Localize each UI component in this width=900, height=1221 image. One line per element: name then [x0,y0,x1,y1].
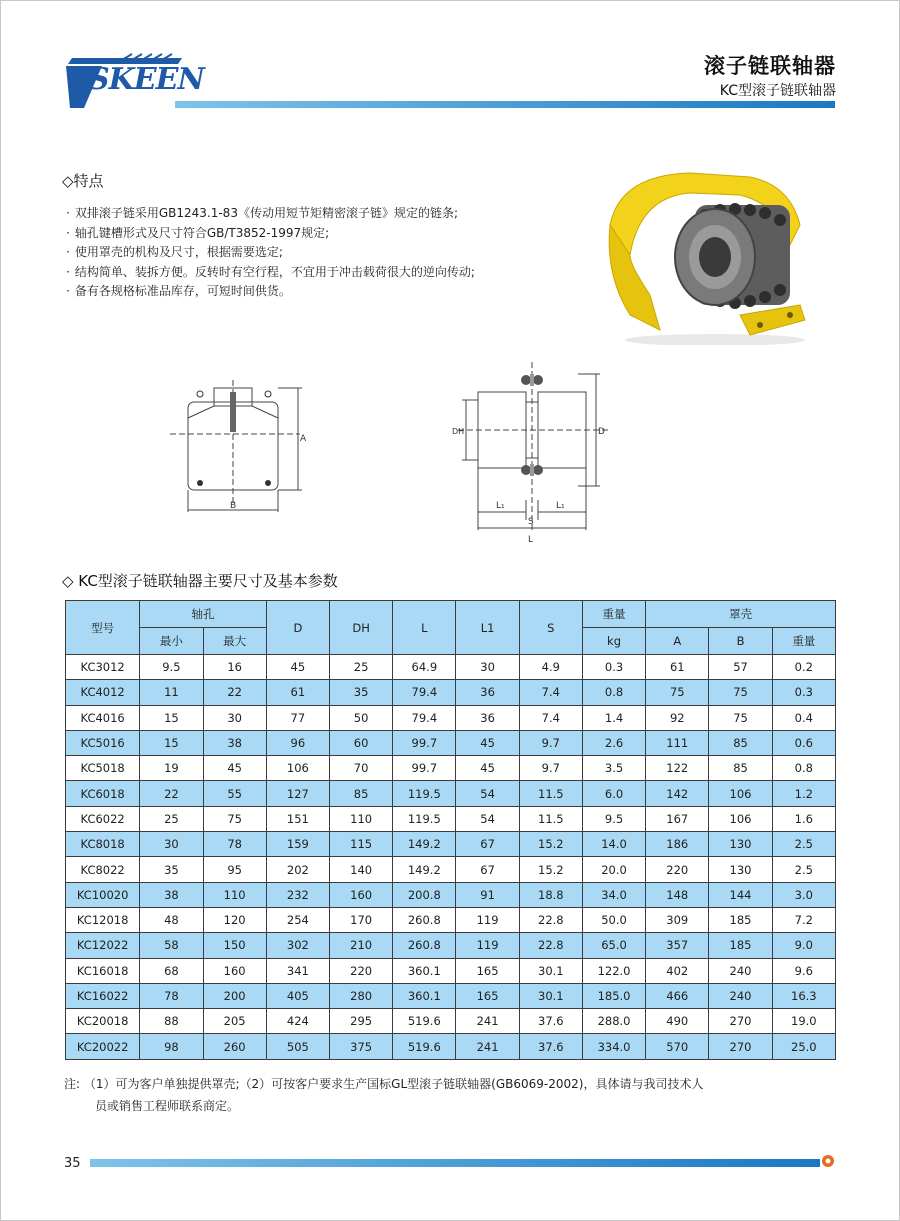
table-cell: 9.7 [519,756,582,781]
table-cell: 240 [709,983,772,1008]
table-cell: 341 [266,958,329,983]
table-cell: KC6018 [66,781,140,806]
header-bore-min: 最小 [140,628,203,655]
table-cell: 15.2 [519,832,582,857]
header-cover-weight: 重量 [772,628,835,655]
table-cell: 140 [329,857,392,882]
table-cell: 106 [266,756,329,781]
table-row [66,832,836,857]
table-cell: 11.5 [519,781,582,806]
table-cell: 37.6 [519,1034,582,1059]
table-cell: 142 [646,781,709,806]
table-cell: 130 [709,832,772,857]
table-cell: KC12018 [66,907,140,932]
table-cell: 78 [203,832,266,857]
table-cell: 30.1 [519,983,582,1008]
table-cell: 96 [266,730,329,755]
table-row [66,756,836,781]
table-cell: 210 [329,933,392,958]
table-cell: 357 [646,933,709,958]
table-cell: 2.5 [772,832,835,857]
table-cell: 64.9 [393,655,456,680]
table-cell: 519.6 [393,1034,456,1059]
dim-a-label: A [300,434,307,444]
table-cell: 148 [646,882,709,907]
table-cell: 0.2 [772,655,835,680]
table-cell: 144 [709,882,772,907]
table-cell: 15 [140,705,203,730]
table-cell: 11 [140,680,203,705]
table-cell: 36 [456,680,519,705]
table-cell: 186 [646,832,709,857]
table-cell: 170 [329,907,392,932]
table-cell: 106 [709,781,772,806]
table-cell: 360.1 [393,958,456,983]
table-cell: 0.8 [772,756,835,781]
table-cell: 68 [140,958,203,983]
coupling-diagram [448,360,618,550]
table-row [66,1009,836,1034]
table-cell: 334.0 [582,1034,645,1059]
table-cell: 9.7 [519,730,582,755]
table-cell: KC4016 [66,705,140,730]
table-cell: 18.8 [519,882,582,907]
feature-item: · 备有各规格标准品库存，可短时间供货。 [66,282,475,302]
table-row [66,882,836,907]
page-title: 滚子链联轴器 [704,54,836,78]
table-cell: 79.4 [393,705,456,730]
table-cell: 151 [266,806,329,831]
table-cell: 241 [456,1009,519,1034]
table-cell: 45 [203,756,266,781]
table-cell: 30 [140,832,203,857]
note-line-1: 注: （1）可为客户单独提供罩壳;（2）可按客户要求生产国标GL型滚子链联轴器(GB6069-2002)，具体请与我司技术人 [64,1077,704,1091]
table-cell: 85 [709,756,772,781]
table-cell: 159 [266,832,329,857]
table-cell: 3.0 [772,882,835,907]
table-cell: 22.8 [519,907,582,932]
table-cell: 260 [203,1034,266,1059]
table-cell: KC16022 [66,983,140,1008]
table-cell: 424 [266,1009,329,1034]
table-cell: 99.7 [393,730,456,755]
table-heading: ◇ KC型滚子链联轴器主要尺寸及基本参数 [62,572,338,590]
table-cell: 165 [456,958,519,983]
table-row [66,730,836,755]
table-cell: 19 [140,756,203,781]
table-cell: 288.0 [582,1009,645,1034]
table-cell: KC3012 [66,655,140,680]
table-cell: 119.5 [393,806,456,831]
table-cell: 16 [203,655,266,680]
table-cell: 48 [140,907,203,932]
table-cell: 45 [456,730,519,755]
table-cell: 20.0 [582,857,645,882]
table-cell: 160 [203,958,266,983]
header-bore: 轴孔 [140,601,266,628]
table-cell: 99.7 [393,756,456,781]
header-cover-b: B [709,628,772,655]
table-cell: 7.4 [519,705,582,730]
table-cell: 202 [266,857,329,882]
table-cell: 260.8 [393,907,456,932]
table-cell: 75 [709,680,772,705]
features-heading: ◇特点 [62,172,104,190]
table-cell: 37.6 [519,1009,582,1034]
table-cell: 505 [266,1034,329,1059]
dim-l1-right-label: L₁ [556,501,565,511]
table-cell: 61 [266,680,329,705]
table-cell: 1.6 [772,806,835,831]
table-row [66,680,836,705]
table-cell: 61 [646,655,709,680]
table-cell: 95 [203,857,266,882]
table-cell: 241 [456,1034,519,1059]
header-cover: 罩壳 [646,601,836,628]
header-l: L [393,601,456,655]
table-cell: 165 [456,983,519,1008]
table-cell: 30 [456,655,519,680]
table-cell: 402 [646,958,709,983]
cover-diagram [150,378,320,518]
table-cell: 295 [329,1009,392,1034]
table-cell: 0.6 [772,730,835,755]
table-cell: 360.1 [393,983,456,1008]
table-cell: 6.0 [582,781,645,806]
feature-item: · 结构简单、装拆方便。反转时有空行程，不宜用于冲击载荷很大的逆向传动; [66,263,475,283]
table-cell: 0.3 [772,680,835,705]
table-cell: 38 [203,730,266,755]
table-row [66,1034,836,1059]
table-cell: 54 [456,806,519,831]
header-weight: 重量 [582,601,645,628]
table-cell: 35 [140,857,203,882]
table-cell: 2.6 [582,730,645,755]
table-cell: 30.1 [519,958,582,983]
table-cell: 11.5 [519,806,582,831]
table-cell: 65.0 [582,933,645,958]
table-cell: 75 [203,806,266,831]
coupling-photo-icon [600,165,820,345]
table-cell: 85 [329,781,392,806]
table-cell: 19.0 [772,1009,835,1034]
header-model: 型号 [66,601,140,655]
header-d: D [266,601,329,655]
table-cell: 88 [140,1009,203,1034]
table-cell: 220 [646,857,709,882]
table-cell: 14.0 [582,832,645,857]
table-row [66,983,836,1008]
features-list [66,204,475,302]
table-cell: KC8022 [66,857,140,882]
table-cell: 16.3 [772,983,835,1008]
table-cell: 0.3 [582,655,645,680]
table-cell: 36 [456,705,519,730]
feature-item: · 轴孔键槽形式及尺寸符合GB/T3852-1997规定; [66,224,475,244]
table-cell: 405 [266,983,329,1008]
table-cell: 200 [203,983,266,1008]
table-cell: 260.8 [393,933,456,958]
table-cell: 110 [203,882,266,907]
table-cell: 200.8 [393,882,456,907]
table-cell: 9.6 [772,958,835,983]
table-cell: 122.0 [582,958,645,983]
table-cell: 280 [329,983,392,1008]
table-cell: 120 [203,907,266,932]
table-cell: 309 [646,907,709,932]
table-cell: 70 [329,756,392,781]
dim-s-label: S [528,517,534,527]
header-cover-a: A [646,628,709,655]
dim-l-label: L [528,535,534,545]
header-bar [175,101,835,108]
table-cell: KC8018 [66,832,140,857]
table-cell: 98 [140,1034,203,1059]
table-cell: 205 [203,1009,266,1034]
table-cell: 220 [329,958,392,983]
table-cell: KC16018 [66,958,140,983]
table-cell: 2.5 [772,857,835,882]
table-cell: 50.0 [582,907,645,932]
table-cell: 54 [456,781,519,806]
table-cell: 15.2 [519,857,582,882]
dim-dh-label: DH [452,427,465,436]
table-cell: 0.8 [582,680,645,705]
feature-item: · 使用罩壳的机构及尺寸，根据需要选定; [66,243,475,263]
table-cell: 91 [456,882,519,907]
table-cell: 7.4 [519,680,582,705]
table-cell: 150 [203,933,266,958]
table-row [66,655,836,680]
table-row [66,781,836,806]
table-cell: 185.0 [582,983,645,1008]
table-cell: 38 [140,882,203,907]
table-cell: 232 [266,882,329,907]
spec-table-body [66,655,836,1060]
table-cell: 22 [203,680,266,705]
table-cell: 22.8 [519,933,582,958]
table-cell: 60 [329,730,392,755]
table-cell: 254 [266,907,329,932]
table-cell: 45 [456,756,519,781]
table-cell: 75 [709,705,772,730]
page-subtitle: KC型滚子链联轴器 [719,83,836,99]
spec-table [65,600,836,1060]
table-cell: KC10020 [66,882,140,907]
table-cell: 55 [203,781,266,806]
table-cell: 106 [709,806,772,831]
table-cell: 185 [709,907,772,932]
table-cell: 185 [709,933,772,958]
table-cell: 25 [329,655,392,680]
table-cell: 30 [203,705,266,730]
table-cell: 7.2 [772,907,835,932]
dim-d-label: D [598,427,605,437]
table-cell: 111 [646,730,709,755]
table-cell: 75 [646,680,709,705]
table-row [66,806,836,831]
table-row [66,705,836,730]
table-cell: 50 [329,705,392,730]
table-cell: 119.5 [393,781,456,806]
note-line-2: 员或销售工程师联系商定。 [95,1099,240,1113]
table-cell: 15 [140,730,203,755]
table-cell: 67 [456,857,519,882]
brand-logo-text: SKEEN [88,62,204,97]
table-cell: 119 [456,933,519,958]
table-row [66,907,836,932]
table-cell: 119 [456,907,519,932]
feature-item: · 双排滚子链采用GB1243.1-83《传动用短节矩精密滚子链》规定的链条; [66,204,475,224]
table-cell: 122 [646,756,709,781]
table-cell: 67 [456,832,519,857]
table-cell: 9.5 [582,806,645,831]
table-cell: 35 [329,680,392,705]
table-cell: KC5018 [66,756,140,781]
table-cell: 1.2 [772,781,835,806]
table-cell: 519.6 [393,1009,456,1034]
table-cell: 570 [646,1034,709,1059]
table-cell: KC20018 [66,1009,140,1034]
table-cell: 127 [266,781,329,806]
page-number: 35 [64,1156,81,1171]
table-cell: 302 [266,933,329,958]
table-cell: 25 [140,806,203,831]
table-cell: 167 [646,806,709,831]
table-cell: 0.4 [772,705,835,730]
table-cell: 130 [709,857,772,882]
header-l1: L1 [456,601,519,655]
dim-b-label: B [230,501,237,511]
table-cell: KC4012 [66,680,140,705]
table-cell: KC20022 [66,1034,140,1059]
table-cell: 58 [140,933,203,958]
header-dh: DH [329,601,392,655]
table-cell: 25.0 [772,1034,835,1059]
table-cell: 77 [266,705,329,730]
table-row [66,958,836,983]
footer-bar [90,1159,820,1167]
table-row [66,933,836,958]
table-cell: 270 [709,1009,772,1034]
table-cell: 45 [266,655,329,680]
dim-l1-left-label: L₁ [496,501,505,511]
header-bore-max: 最大 [203,628,266,655]
table-cell: 490 [646,1009,709,1034]
table-cell: 9.5 [140,655,203,680]
table-cell: 1.4 [582,705,645,730]
table-cell: 149.2 [393,832,456,857]
table-cell: 466 [646,983,709,1008]
table-cell: 78 [140,983,203,1008]
table-cell: 3.5 [582,756,645,781]
table-cell: 270 [709,1034,772,1059]
table-cell: 57 [709,655,772,680]
header-weight-unit: kg [582,628,645,655]
table-cell: 34.0 [582,882,645,907]
gear-icon [821,1154,835,1168]
table-cell: 92 [646,705,709,730]
header-s: S [519,601,582,655]
table-cell: 160 [329,882,392,907]
table-cell: 79.4 [393,680,456,705]
table-cell: KC12022 [66,933,140,958]
table-cell: 9.0 [772,933,835,958]
table-row [66,857,836,882]
table-cell: 115 [329,832,392,857]
table-cell: 22 [140,781,203,806]
table-cell: 110 [329,806,392,831]
table-cell: KC5016 [66,730,140,755]
table-cell: 149.2 [393,857,456,882]
table-cell: 85 [709,730,772,755]
table-cell: KC6022 [66,806,140,831]
table-cell: 240 [709,958,772,983]
table-cell: 4.9 [519,655,582,680]
table-cell: 375 [329,1034,392,1059]
